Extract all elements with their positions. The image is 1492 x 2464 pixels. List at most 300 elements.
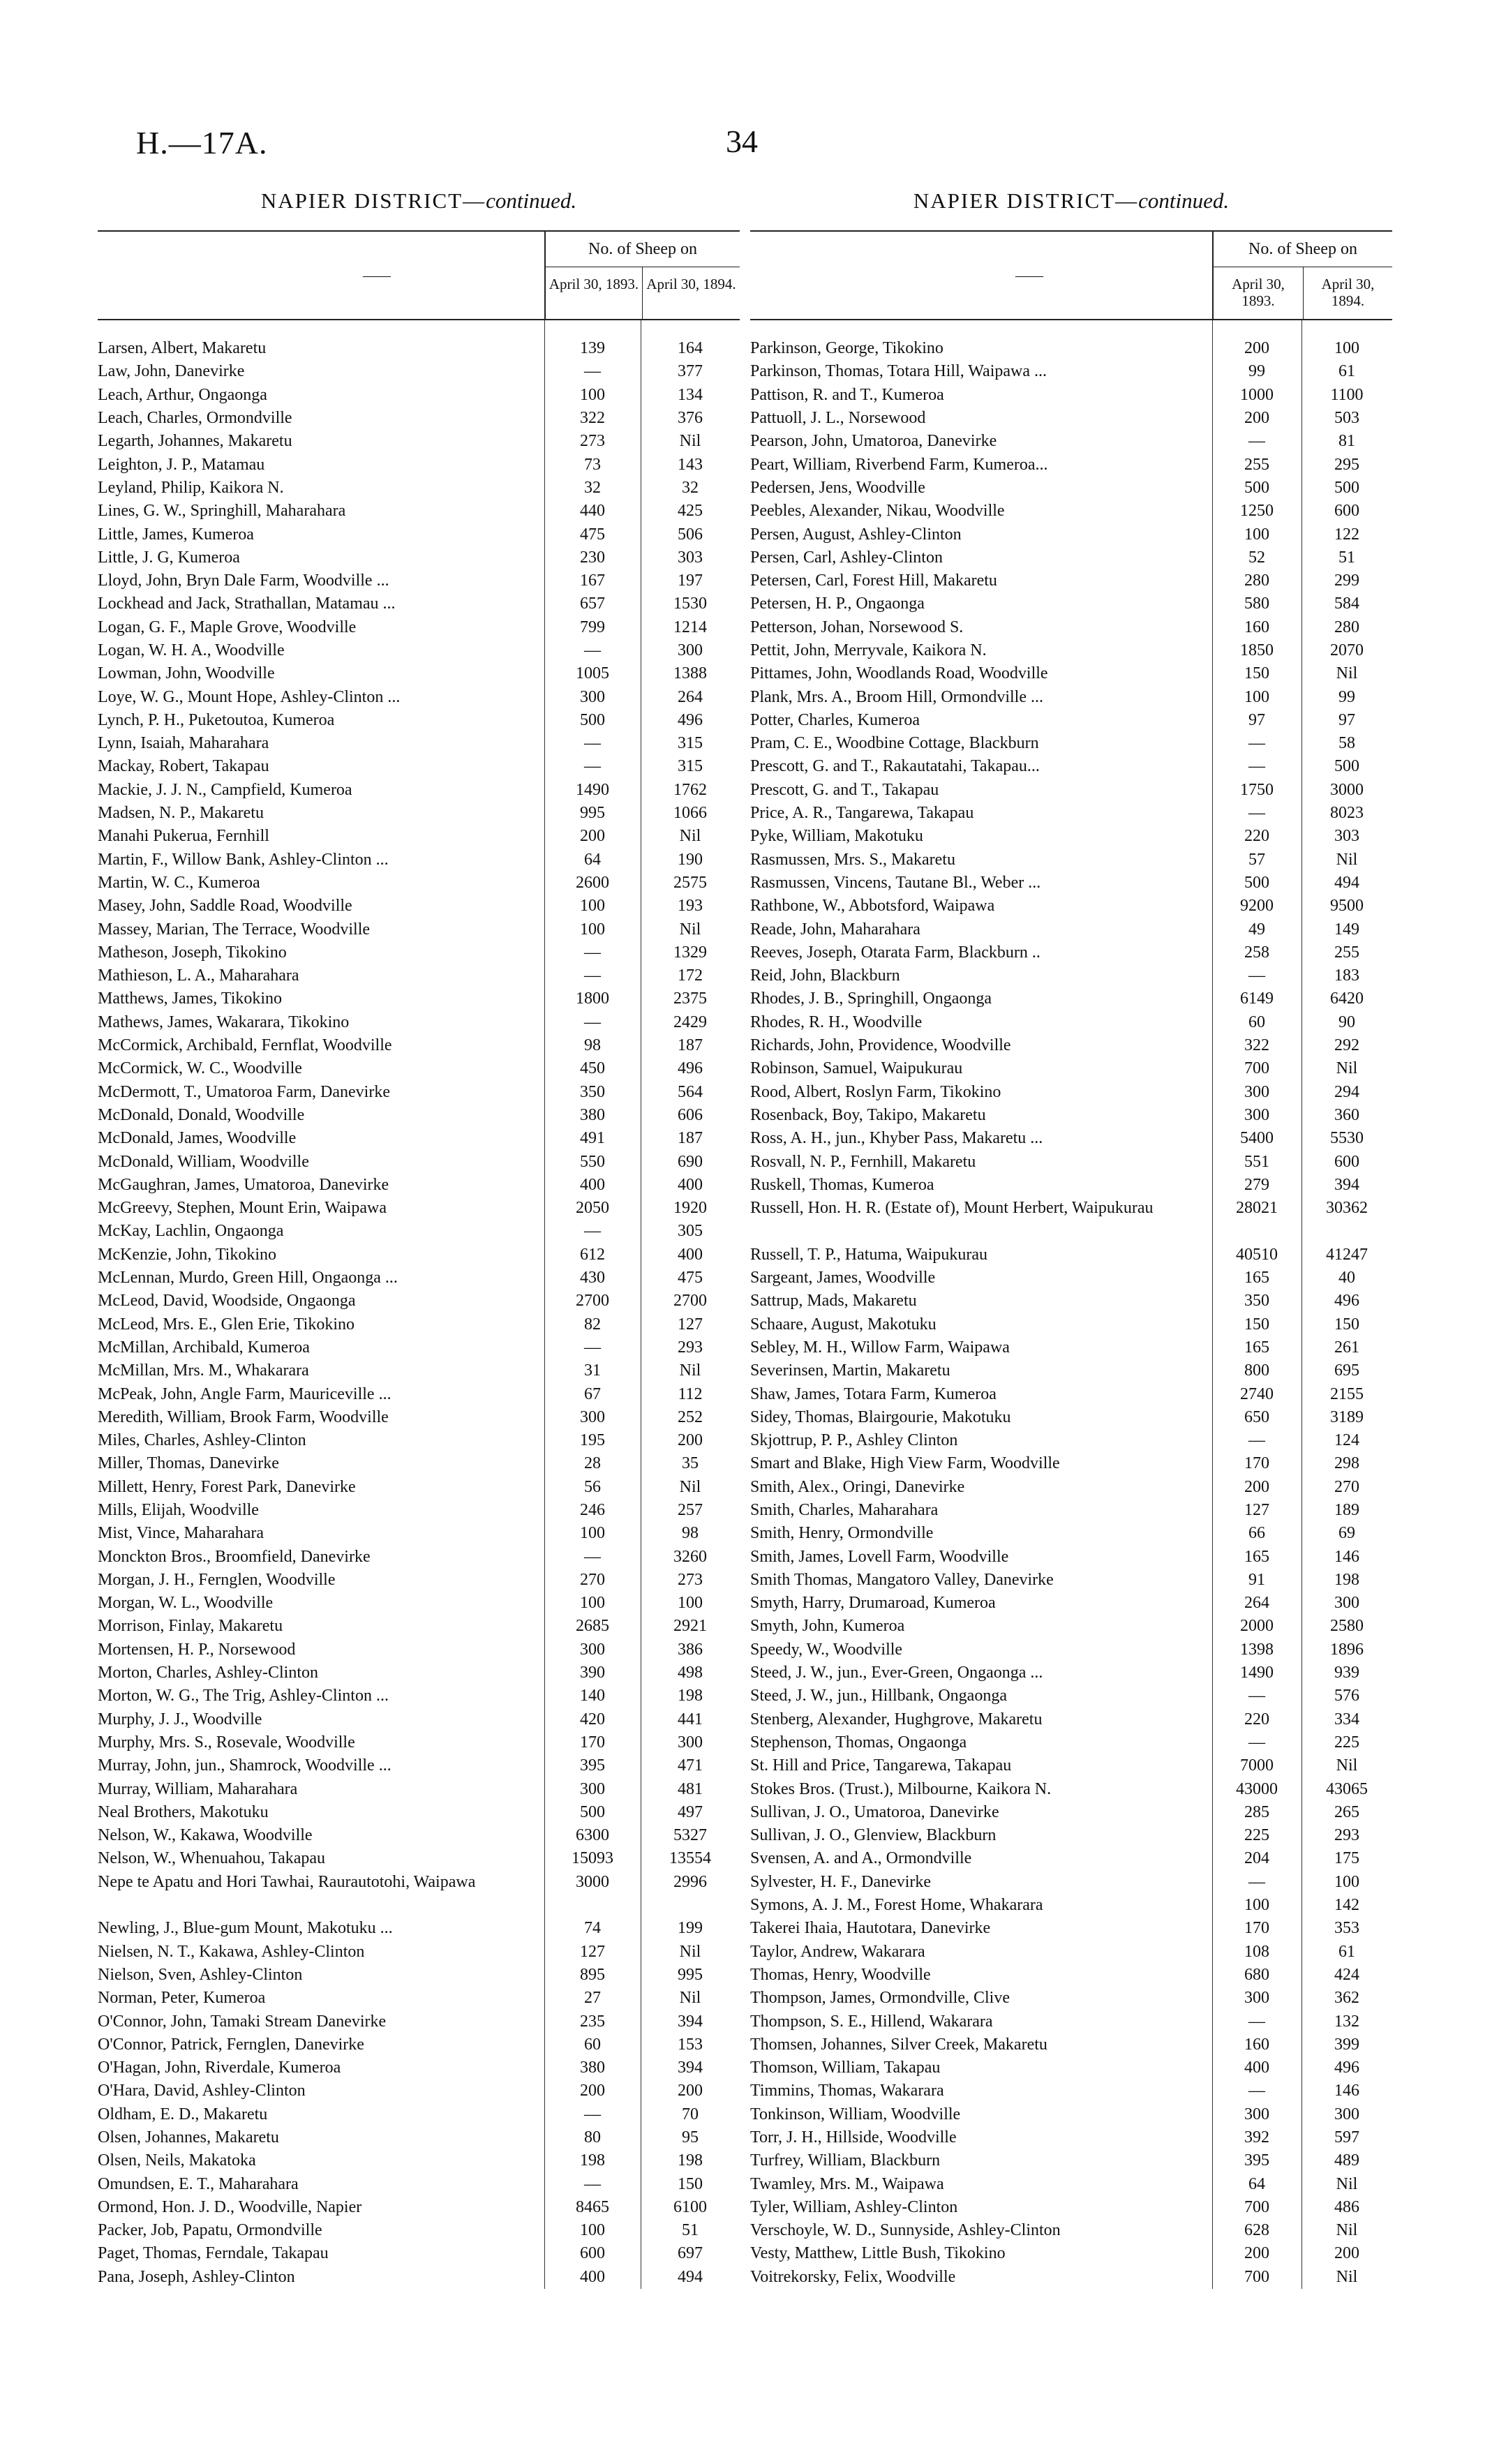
- sheep-1894: 199: [678, 1919, 703, 1938]
- sheep-1894: 5327: [673, 1826, 707, 1845]
- table-row: [750, 2242, 1392, 2265]
- table-row: [98, 964, 740, 987]
- owner-name: Pram, C. E., Woodbine Cottage, Blackburn: [750, 734, 1039, 753]
- sheep-1894: 298: [1334, 1454, 1359, 1473]
- sheep-1893: 100: [580, 897, 605, 916]
- sheep-1893: 220: [1244, 827, 1269, 846]
- table-row: [750, 895, 1392, 918]
- sheep-1893: 279: [1244, 1175, 1269, 1194]
- table-row: [750, 709, 1392, 732]
- table-row: [98, 1615, 740, 1638]
- sheep-1894: 2429: [673, 1013, 707, 1031]
- sheep-1893: 1398: [1240, 1640, 1274, 1659]
- table-row: [98, 1917, 740, 1940]
- sheep-1894: 200: [1334, 2244, 1359, 2263]
- owner-name: Sidey, Thomas, Blairgourie, Makotuku: [750, 1408, 1011, 1426]
- owner-name: Takerei Ihaia, Hautotara, Danevirke: [750, 1919, 991, 1938]
- owner-name: Rhodes, R. H., Woodville: [750, 1013, 923, 1031]
- sheep-1893: 52: [1248, 548, 1265, 567]
- sheep-1893: 400: [580, 1175, 605, 1194]
- table-row: [750, 453, 1392, 476]
- sheep-1894: Nil: [1336, 1059, 1358, 1078]
- sheep-1893: 127: [580, 1942, 605, 1961]
- owner-name: Millett, Henry, Forest Park, Danevirke: [98, 1477, 356, 1496]
- table-row: [750, 616, 1392, 639]
- table-row: [98, 1150, 740, 1173]
- owner-name: Rood, Albert, Roslyn Farm, Tikokino: [750, 1082, 1001, 1101]
- sheep-1894: 377: [678, 362, 703, 381]
- owner-name: McMillan, Archibald, Kumeroa: [98, 1338, 310, 1357]
- sheep-1893: 74: [584, 1919, 601, 1938]
- table-row: [98, 987, 740, 1010]
- table-row: [98, 685, 740, 708]
- sheep-1893: 200: [580, 2082, 605, 2100]
- sheep-1893: —: [1248, 966, 1265, 985]
- sheep-1893: 57: [1248, 850, 1265, 869]
- sheep-1893: 475: [580, 525, 605, 544]
- sheep-1893: —: [1248, 1431, 1265, 1450]
- owner-name: Morrison, Finlay, Makaretu: [98, 1617, 283, 1636]
- sheep-1893: 99: [1248, 362, 1265, 381]
- sheep-1893: 1750: [1240, 780, 1274, 799]
- owner-name: Matthews, James, Tikokino: [98, 990, 283, 1008]
- sheep-1894: Nil: [1336, 2174, 1358, 2193]
- sheep-1893: 67: [584, 1384, 601, 1403]
- col-1893-header: April 30, 1893.: [1214, 267, 1303, 319]
- sheep-1893: 1000: [1240, 385, 1274, 404]
- owner-name: Parkinson, George, Tikokino: [750, 339, 943, 358]
- sheep-1893: 500: [1244, 478, 1269, 497]
- sheep-1893: 392: [1244, 2128, 1269, 2146]
- sheep-1893: 5400: [1240, 1129, 1274, 1148]
- table-row: [98, 1708, 740, 1731]
- owner-name: Parkinson, Thomas, Totara Hill, Waipawa ...: [750, 362, 1047, 381]
- table-row: [98, 430, 740, 453]
- sheep-1893: 273: [580, 432, 605, 451]
- sheep-1894: 315: [678, 734, 703, 753]
- sheep-1893: 612: [580, 1245, 605, 1264]
- table-row: [750, 1476, 1392, 1499]
- table-row: [98, 2149, 740, 2172]
- sheep-1894: 399: [1334, 2035, 1359, 2054]
- sheep-1894: 481: [678, 1779, 703, 1798]
- sheep-1893: 127: [1244, 1500, 1269, 1519]
- sheep-1893: 100: [580, 1524, 605, 1543]
- owner-name: Petterson, Johan, Norsewood S.: [750, 618, 964, 636]
- table-row: [750, 1382, 1392, 1405]
- sheep-1893: 165: [1244, 1547, 1269, 1566]
- sheep-1894: 61: [1338, 1942, 1355, 1961]
- sheep-1893: 98: [584, 1036, 601, 1055]
- table-row: [98, 1824, 740, 1847]
- sheep-1893: 450: [580, 1059, 605, 1078]
- owner-name: Miller, Thomas, Danevirke: [98, 1454, 279, 1473]
- sheep-1894: Nil: [679, 1361, 701, 1380]
- table-row: [750, 2196, 1392, 2219]
- table-row: [98, 569, 740, 592]
- table-row: [750, 1964, 1392, 1987]
- sheep-1894: 2700: [673, 1292, 707, 1311]
- owner-name: Pearson, John, Umatoroa, Danevirke: [750, 432, 997, 451]
- sheep-1894: 6100: [673, 2197, 707, 2216]
- owner-name: Sargeant, James, Woodville: [750, 1269, 936, 1287]
- sheep-1893: 64: [1248, 2174, 1265, 2193]
- owner-name: Ruskell, Thomas, Kumeroa: [750, 1175, 934, 1194]
- sheep-1893: 2685: [576, 1617, 609, 1636]
- table-row: [750, 569, 1392, 592]
- owner-name: Torr, J. H., Hillside, Woodville: [750, 2128, 957, 2146]
- sheep-1893: 7000: [1240, 1756, 1274, 1775]
- table-row: [98, 1545, 740, 1568]
- owner-name: Steed, J. W., jun., Ever-Green, Ongaonga ...: [750, 1664, 1043, 1682]
- owner-name: Stokes Bros. (Trust.), Milbourne, Kaikora N.: [750, 1779, 1052, 1798]
- sheep-1893: 40510: [1236, 1245, 1278, 1264]
- owner-name: Persen, Carl, Ashley-Clinton: [750, 548, 943, 567]
- owner-name: Sebley, M. H., Willow Farm, Waipawa: [750, 1338, 1010, 1357]
- table-row: [750, 2219, 1392, 2242]
- table-row: [750, 849, 1392, 872]
- table-row: [98, 895, 740, 918]
- table-row: [98, 2242, 740, 2265]
- sheep-1894: 61: [1338, 362, 1355, 381]
- sheep-1893: 15093: [572, 1849, 613, 1868]
- sheep-1894: 334: [1334, 1710, 1359, 1728]
- right-column: [750, 188, 1392, 2289]
- table-body: [98, 320, 740, 2289]
- sheep-1894: 1896: [1330, 1640, 1364, 1659]
- table-row: [750, 1662, 1392, 1685]
- table-row: [98, 1220, 740, 1243]
- sheep-1893: 700: [1244, 2197, 1269, 2216]
- sheep-1894: 3189: [1330, 1408, 1364, 1426]
- table-row: [98, 1336, 740, 1359]
- sheep-1894: Nil: [679, 432, 701, 451]
- owner-name: Leach, Charles, Ormondville: [98, 409, 292, 428]
- table-row: [750, 1429, 1392, 1452]
- owner-name: Severinsen, Martin, Makaretu: [750, 1361, 950, 1380]
- sheep-1893: 895: [580, 1965, 605, 1984]
- sheep-1893: —: [584, 2174, 601, 2193]
- sheep-1894: 189: [1334, 1500, 1359, 1519]
- sheep-1893: 200: [1244, 1477, 1269, 1496]
- table-row: [750, 1197, 1392, 1220]
- owner-name: Murray, John, jun., Shamrock, Woodville ...: [98, 1756, 391, 1775]
- owner-name: Sylvester, H. F., Danevirke: [750, 1872, 932, 1891]
- sheep-1893: 225: [1244, 1826, 1269, 1845]
- owner-name: Miles, Charles, Ashley-Clinton: [98, 1431, 306, 1450]
- table-row: [98, 1244, 740, 1267]
- owner-name: Mills, Elijah, Woodville: [98, 1500, 259, 1519]
- sheep-1893: 700: [1244, 2267, 1269, 2286]
- owner-name: McGreevy, Stephen, Mount Erin, Waipawa: [98, 1199, 387, 1218]
- sheep-1894: 95: [682, 2128, 699, 2146]
- owner-name: Nelson, W., Whenuahou, Takapau: [98, 1849, 326, 1868]
- owner-name: Mathews, James, Wakarara, Tikokino: [98, 1013, 350, 1031]
- table-row: [98, 1034, 740, 1057]
- sheep-1894: 305: [678, 1222, 703, 1241]
- col-1893-header: April 30, 1893.: [546, 267, 642, 319]
- sheep-1894: 252: [678, 1408, 703, 1426]
- table-row: [750, 477, 1392, 500]
- owner-name: Richards, John, Providence, Woodville: [750, 1036, 1011, 1055]
- sheep-1894: Nil: [679, 1942, 701, 1961]
- owner-name: Matheson, Joseph, Tikokino: [98, 943, 287, 962]
- table-row: [750, 1406, 1392, 1429]
- sheep-1894: Nil: [1336, 2267, 1358, 2286]
- district-title-text: NAPIER DISTRICT—: [913, 188, 1139, 213]
- table-row: [98, 523, 740, 546]
- sheep-1893: 420: [580, 1710, 605, 1728]
- sheep-1894: 187: [678, 1036, 703, 1055]
- table-row: [750, 1824, 1392, 1847]
- sheep-1893: 500: [580, 710, 605, 729]
- sheep-1894: 600: [1334, 1152, 1359, 1171]
- owner-name: Smith, James, Lovell Farm, Woodville: [750, 1547, 1009, 1566]
- sheep-1893: —: [584, 1222, 601, 1241]
- name-column-header: ——: [1015, 268, 1043, 283]
- table-row: [750, 1150, 1392, 1173]
- table-row: [750, 1267, 1392, 1290]
- owner-name: Mathieson, L. A., Maharahara: [98, 966, 299, 985]
- owner-name: Price, A. R., Tangarewa, Takapau: [750, 804, 974, 823]
- table-row: [750, 2010, 1392, 2033]
- sheep-1894: 2921: [673, 1617, 707, 1636]
- table-row: [98, 1569, 740, 1592]
- sheep-count-header: [1212, 232, 1392, 319]
- owner-name: Morton, Charles, Ashley-Clinton: [98, 1664, 318, 1682]
- owner-name: Massey, Marian, The Terrace, Woodville: [98, 920, 371, 939]
- owner-name: Pettit, John, Merryvale, Kaikora N.: [750, 641, 987, 659]
- owner-name: Rosvall, N. P., Fernhill, Makaretu: [750, 1152, 976, 1171]
- left-column: [98, 188, 740, 2289]
- owner-name: Timmins, Thomas, Wakarara: [750, 2082, 944, 2100]
- table-row: [750, 779, 1392, 802]
- owner-name: Norman, Peter, Kumeroa: [98, 1989, 266, 2008]
- table-row: [98, 1406, 740, 1429]
- sheep-1893: 60: [584, 2035, 601, 2054]
- owner-name: Little, James, Kumeroa: [98, 525, 254, 544]
- col-1894-header: April 30, 1894.: [1303, 267, 1392, 319]
- sheep-1893: 97: [1248, 710, 1265, 729]
- sheep-1893: 1490: [1240, 1664, 1274, 1682]
- table-row: [98, 2219, 740, 2242]
- sheep-1894: 697: [678, 2244, 703, 2263]
- table-row: [98, 1847, 740, 1870]
- table-row: [750, 2080, 1392, 2103]
- sheep-1893: 60: [1248, 1013, 1265, 1031]
- sheep-1894: 496: [678, 1059, 703, 1078]
- sheep-1893: 27: [584, 1989, 601, 2008]
- sheep-1894: 506: [678, 525, 703, 544]
- sheep-1894: 153: [678, 2035, 703, 2054]
- table-row: [750, 1917, 1392, 1940]
- table-row: [750, 360, 1392, 383]
- owner-name: Larsen, Albert, Makaretu: [98, 339, 267, 358]
- sheep-1893: 491: [580, 1129, 605, 1148]
- table-row: [750, 407, 1392, 430]
- table-row: [98, 1731, 740, 1754]
- owner-name: McLennan, Murdo, Green Hill, Ongaonga ...: [98, 1269, 398, 1287]
- owner-name: Morgan, J. H., Fernglen, Woodville: [98, 1570, 336, 1589]
- sheep-1893: —: [584, 757, 601, 776]
- sheep-1893: 170: [580, 1733, 605, 1752]
- table-row: [750, 1569, 1392, 1592]
- sheep-1893: 108: [1244, 1942, 1269, 1961]
- owner-name: McCormick, Archibald, Fernflat, Woodville: [98, 1036, 392, 1055]
- sheep-1894: 939: [1334, 1664, 1359, 1682]
- table-row: [750, 825, 1392, 848]
- sheep-1893: 150: [1244, 664, 1269, 683]
- sheep-1893: 200: [1244, 2244, 1269, 2263]
- table-row: [750, 802, 1392, 825]
- table-row: [98, 2080, 740, 2103]
- table-row: [750, 592, 1392, 615]
- table-row: [750, 1731, 1392, 1754]
- table-row: [750, 1220, 1392, 1243]
- owner-name: Prescott, G. and T., Takapau: [750, 780, 939, 799]
- owner-name: Petersen, H. P., Ongaonga: [750, 595, 925, 613]
- table-row: [750, 732, 1392, 755]
- owner-name: Omundsen, E. T., Maharahara: [98, 2174, 299, 2193]
- owner-name: Lowman, John, Woodville: [98, 664, 275, 683]
- table-row: [750, 523, 1392, 546]
- owner-name: Sattrup, Mads, Makaretu: [750, 1292, 917, 1311]
- owner-name: Thompson, James, Ormondville, Clive: [750, 1989, 1010, 2008]
- sheep-1894: 134: [678, 385, 703, 404]
- table-row: [98, 1801, 740, 1824]
- owner-name: Smith, Henry, Ormondville: [750, 1524, 934, 1543]
- owner-name: Loye, W. G., Mount Hope, Ashley-Clinton ...: [98, 687, 401, 706]
- sheep-1894: 99: [1338, 687, 1355, 706]
- sheep-1894: 58: [1338, 734, 1355, 753]
- table-row: [98, 1290, 740, 1313]
- table-row: [98, 872, 740, 895]
- table-row: [98, 1662, 740, 1685]
- sheep-1894: 2996: [673, 1872, 707, 1891]
- owner-name: Thomsen, Johannes, Silver Creek, Makaretu: [750, 2035, 1047, 2054]
- sheep-1893: 580: [1244, 595, 1269, 613]
- sheep-1894: 35: [682, 1454, 699, 1473]
- sheep-1893: 100: [1244, 1896, 1269, 1915]
- sheep-1894: 43065: [1326, 1779, 1368, 1798]
- sheep-1893: 170: [1244, 1919, 1269, 1938]
- sheep-1893: 32: [584, 478, 601, 497]
- owner-name: Prescott, G. and T., Rakautatahi, Takapau...: [750, 757, 1040, 776]
- table-row: [98, 849, 740, 872]
- sheep-1894: 496: [1334, 1292, 1359, 1311]
- sheep-1893: 2050: [576, 1199, 609, 1218]
- table-row: [98, 2172, 740, 2195]
- owner-name: Mortensen, H. P., Norsewood: [98, 1640, 296, 1659]
- table-row: [750, 1244, 1392, 1267]
- owner-name: St. Hill and Price, Tangarewa, Takapau: [750, 1756, 1012, 1775]
- sheep-1894: 190: [678, 850, 703, 869]
- owner-name: Lockhead and Jack, Strathallan, Matamau ...: [98, 595, 396, 613]
- table-row: [750, 1034, 1392, 1057]
- table-row: [98, 1011, 740, 1034]
- table-row: [98, 732, 740, 755]
- sheep-1894: 193: [678, 897, 703, 916]
- sheep-1894: 51: [682, 2221, 699, 2240]
- sheep-1894: 995: [678, 1965, 703, 1984]
- owner-name: Taylor, Andrew, Wakarara: [750, 1942, 925, 1961]
- sheep-1894: 425: [678, 502, 703, 521]
- owner-name: Olsen, Johannes, Makaretu: [98, 2128, 279, 2146]
- owner-name: Lynn, Isaiah, Maharahara: [98, 734, 269, 753]
- sheep-1893: 28: [584, 1454, 601, 1473]
- sheep-1893: —: [584, 1013, 601, 1031]
- owner-name: Leach, Arthur, Ongaonga: [98, 385, 267, 404]
- owner-name: Voitrekorsky, Felix, Woodville: [750, 2267, 956, 2286]
- sheep-1894: 486: [1334, 2197, 1359, 2216]
- sheep-1894: 424: [1334, 1965, 1359, 1984]
- owner-name: Speedy, W., Woodville: [750, 1640, 903, 1659]
- owner-name: Smyth, Harry, Drumaroad, Kumeroa: [750, 1594, 996, 1613]
- sheep-1893: —: [584, 1338, 601, 1357]
- owner-name: Reade, John, Maharahara: [750, 920, 920, 939]
- table-row: [750, 2056, 1392, 2080]
- table-row: [750, 1847, 1392, 1870]
- owner-name: Monckton Bros., Broomfield, Danevirke: [98, 1547, 371, 1566]
- sheep-1893: 995: [580, 804, 605, 823]
- owner-name: Mackay, Robert, Takapau: [98, 757, 269, 776]
- owner-name: Stephenson, Thomas, Ongaonga: [750, 1733, 967, 1752]
- owner-name: Logan, W. H. A., Woodville: [98, 641, 285, 659]
- sheep-1893: 200: [1244, 339, 1269, 358]
- owner-name: Russell, T. P., Hatuma, Waipukurau: [750, 1245, 988, 1264]
- owner-name: Murray, William, Maharahara: [98, 1779, 298, 1798]
- table-row: [98, 1104, 740, 1127]
- table-row: [750, 662, 1392, 685]
- sheep-1893: 167: [580, 572, 605, 590]
- sheep-1893: 230: [580, 548, 605, 567]
- sheep-1893: —: [1248, 757, 1265, 776]
- owner-name: O'Connor, Patrick, Fernglen, Danevirke: [98, 2035, 364, 2054]
- sheep-1894: 353: [1334, 1919, 1359, 1938]
- owner-name: Leyland, Philip, Kaikora N.: [98, 478, 284, 497]
- table-row: [98, 1499, 740, 1522]
- table-row: [750, 1452, 1392, 1475]
- owner-name: Schaare, August, Makotuku: [750, 1315, 937, 1334]
- sheep-1894: Nil: [1336, 2221, 1358, 2240]
- sheep-1894: 386: [678, 1640, 703, 1659]
- sheep-1894: 294: [1334, 1082, 1359, 1101]
- table-row: [98, 1174, 740, 1197]
- sheep-1893: 300: [580, 687, 605, 706]
- table-row: [750, 546, 1392, 569]
- sheep-1893: 550: [580, 1152, 605, 1171]
- sheep-1893: —: [1248, 1733, 1265, 1752]
- sheep-1893: —: [584, 1547, 601, 1566]
- sheep-1893: 500: [1244, 873, 1269, 892]
- sheep-1893: 160: [1244, 2035, 1269, 2054]
- owner-name: Twamley, Mrs. M., Waipawa: [750, 2174, 944, 2193]
- sheep-1893: 440: [580, 502, 605, 521]
- table-row: [98, 2056, 740, 2080]
- sheep-1893: 264: [1244, 1594, 1269, 1613]
- sheep-1894: 1214: [673, 618, 707, 636]
- sheep-1894: Nil: [679, 1989, 701, 2008]
- sheep-1894: 376: [678, 409, 703, 428]
- sheep-1893: 258: [1244, 943, 1269, 962]
- table-row: [98, 2266, 740, 2289]
- owner-name: Meredith, William, Brook Farm, Woodville: [98, 1408, 389, 1426]
- owner-name: Persen, August, Ashley-Clinton: [750, 525, 962, 544]
- owner-name: McMillan, Mrs. M., Whakarara: [98, 1361, 309, 1380]
- sheep-1894: 6420: [1330, 990, 1364, 1008]
- owner-name: Logan, G. F., Maple Grove, Woodville: [98, 618, 357, 636]
- sheep-1894: Nil: [679, 1477, 701, 1496]
